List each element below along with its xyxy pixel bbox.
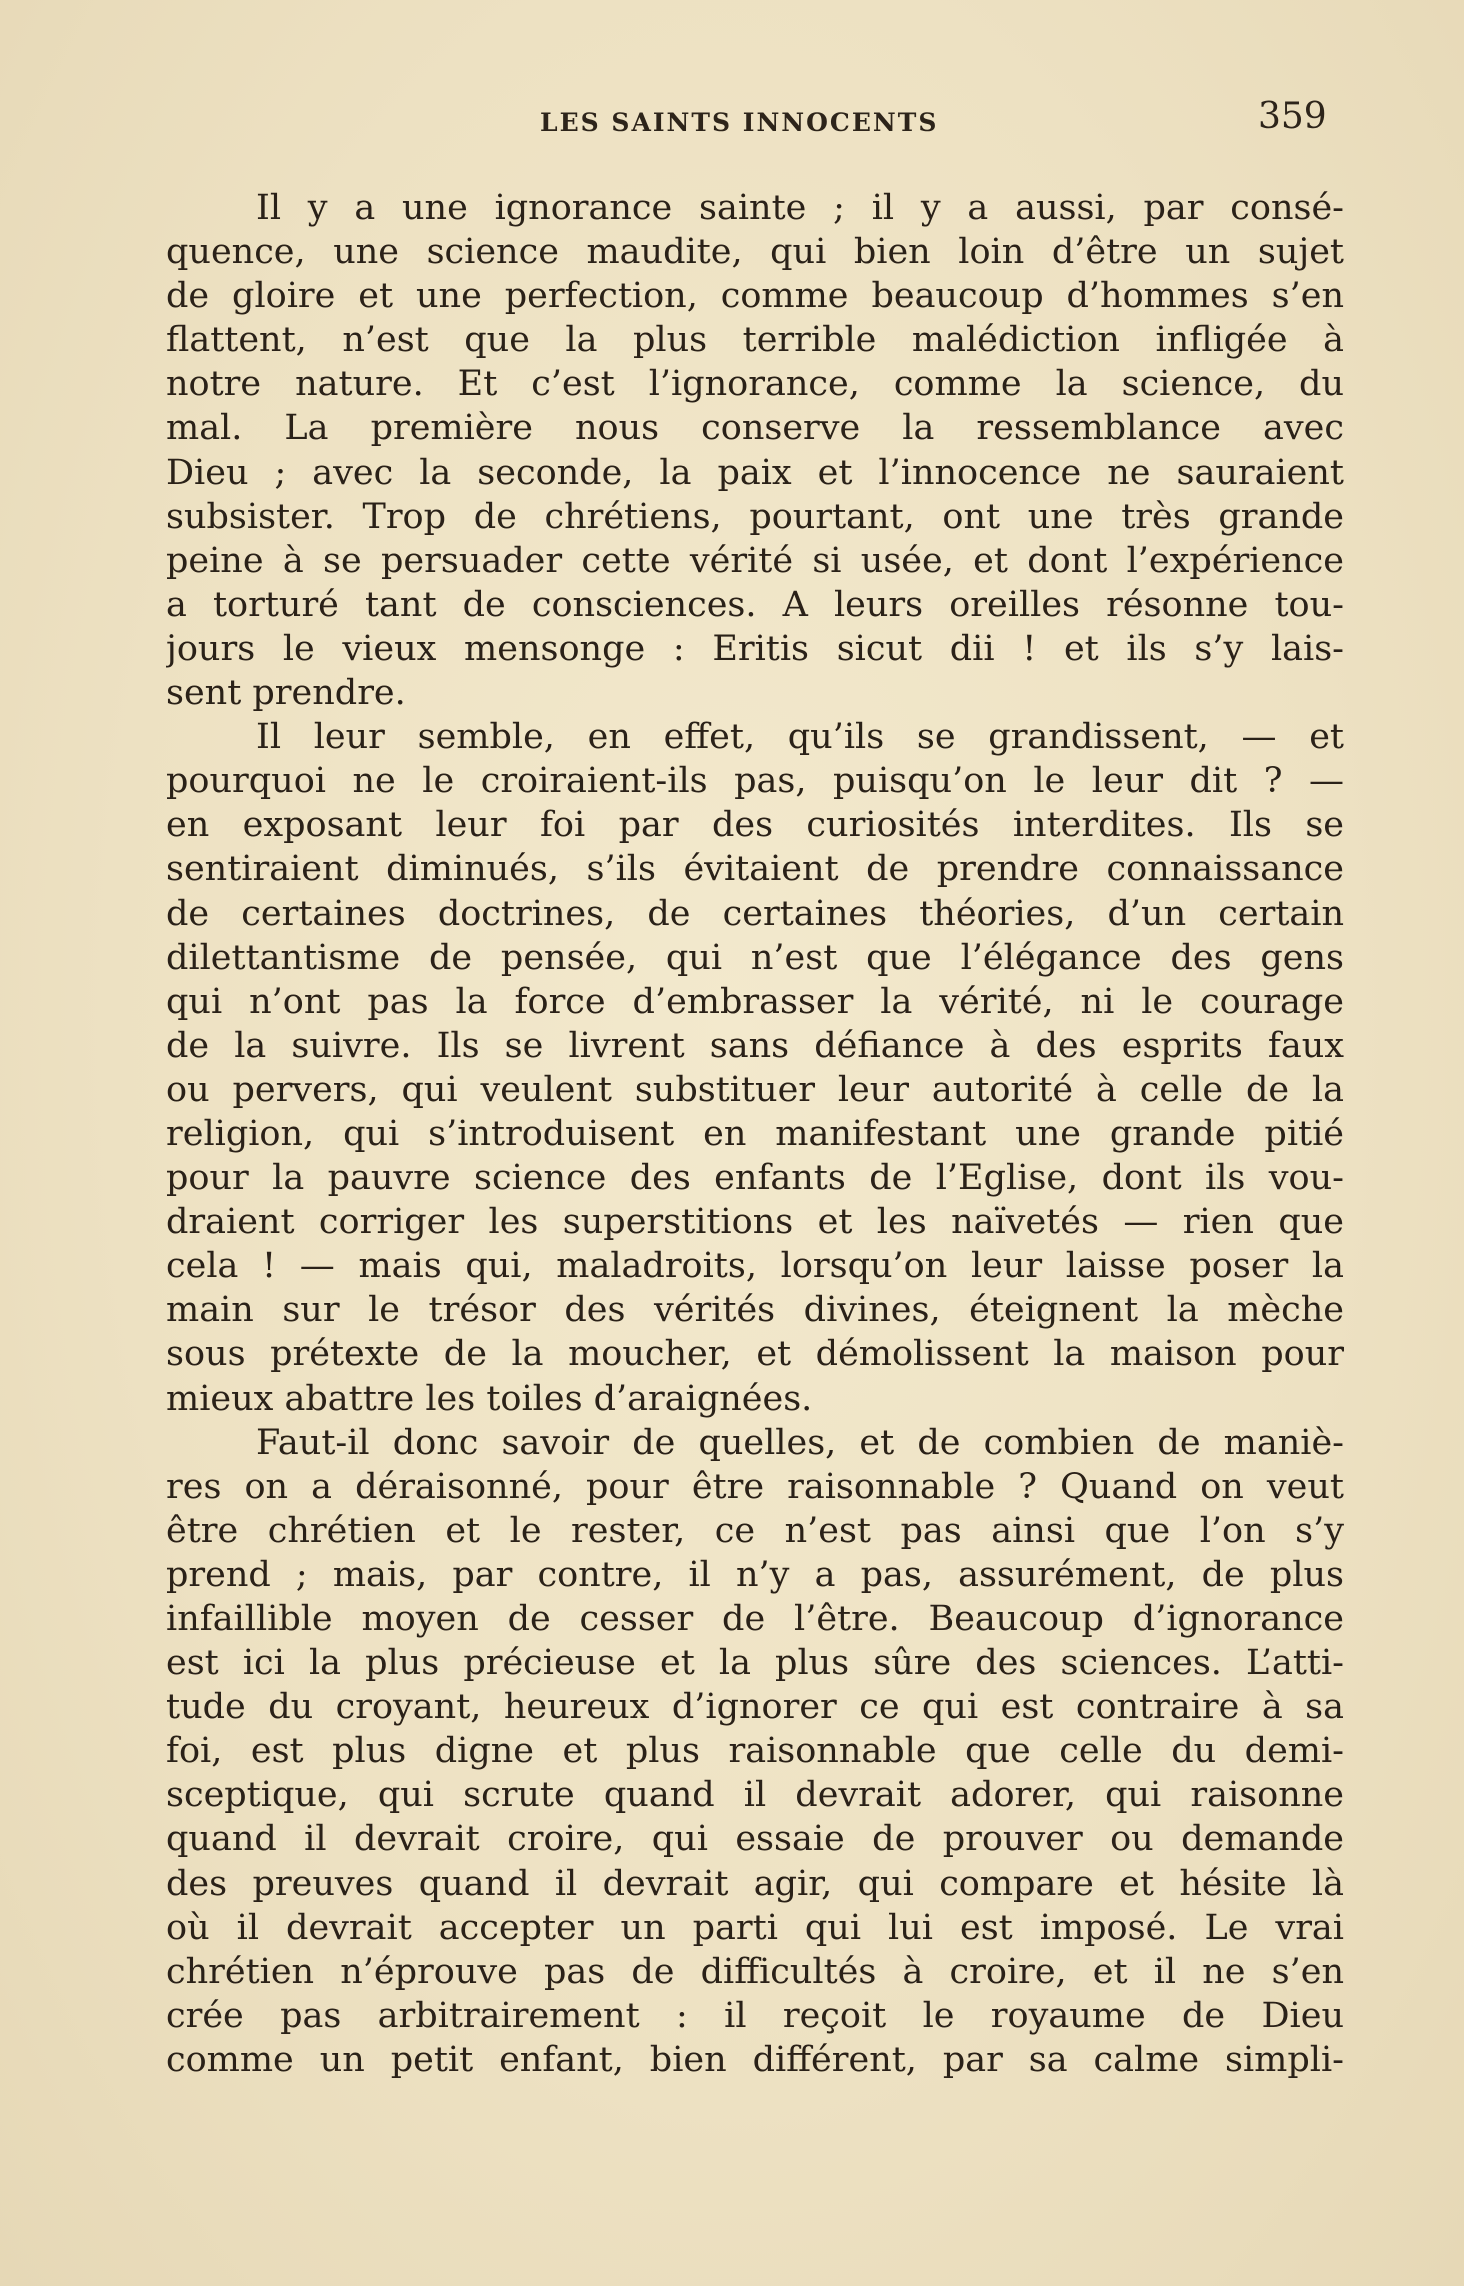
text-line: jours le vieux mensonge : Eritis sicut dii ! et ils s’y lais-: [166, 628, 1344, 669]
text-line: où il devrait accepter un parti qui lui est imposé. Le vrai: [166, 1907, 1344, 1948]
text-line: subsister. Trop de chrétiens, pourtant, ont une très grande: [166, 496, 1344, 537]
text-line: de certaines doctrines, de certaines théories, d’un certain: [166, 893, 1344, 934]
text-line: en exposant leur foi par des curiosités interdites. Ils se: [166, 805, 1344, 846]
text-line: chrétien n’éprouve pas de difficultés à croire, et il ne s’en: [166, 1951, 1344, 1992]
text-line: crée pas arbitrairement : il reçoit le royaume de Dieu: [166, 1995, 1344, 2036]
text-line: quand il devrait croire, qui essaie de prouver ou demande: [166, 1819, 1344, 1860]
running-title: LES SAINTS INNOCENTS: [540, 108, 939, 137]
text-line: est ici la plus précieuse et la plus sûre des sciences. L’atti-: [166, 1643, 1344, 1684]
text-line: mieux abattre les toiles d’araignées.: [166, 1378, 813, 1419]
text-line: de la suivre. Ils se livrent sans défiance à des esprits faux: [166, 1025, 1344, 1066]
text-line: Faut-il donc savoir de quelles, et de combien de maniè-: [256, 1422, 1344, 1463]
text-line: pour la pauvre science des enfants de l’Eglise, dont ils vou-: [166, 1158, 1344, 1199]
text-line: foi, est plus digne et plus raisonnable que celle du demi-: [166, 1731, 1344, 1772]
text-line: ou pervers, qui veulent substituer leur autorité à celle de la: [166, 1069, 1344, 1110]
text-line: tude du croyant, heureux d’ignorer ce qui est contraire à sa: [166, 1687, 1344, 1728]
text-line: Il y a une ignorance sainte ; il y a aussi, par consé-: [256, 188, 1344, 228]
text-line: de gloire et une perfection, comme beaucoup d’hommes s’en: [166, 276, 1344, 317]
text-line: sceptique, qui scrute quand il devrait adorer, qui raisonne: [166, 1775, 1344, 1816]
text-line: prend ; mais, par contre, il n’y a pas, assurément, de plus: [166, 1554, 1344, 1595]
text-line: sent prendre.: [166, 673, 406, 714]
text-line: pourquoi ne le croiraient-ils pas, puisqu’on le leur dit ? —: [166, 761, 1344, 802]
text-line: mal. La première nous conserve la ressemblance avec: [166, 408, 1344, 449]
text-line: a torturé tant de consciences. A leurs oreilles résonne tou-: [166, 584, 1344, 625]
page-number: 359: [1258, 96, 1327, 137]
text-line: infaillible moyen de cesser de l’être. Beaucoup d’ignorance: [166, 1599, 1344, 1639]
text-line: notre nature. Et c’est l’ignorance, comme la science, du: [166, 364, 1344, 405]
text-line: cela ! — mais qui, maladroits, lorsqu’on leur laisse poser la: [166, 1246, 1344, 1287]
text-line: dilettantisme de pensée, qui n’est que l’élégance des gens: [166, 937, 1344, 978]
text-line: quence, une science maudite, qui bien loin d’être un sujet: [166, 232, 1344, 273]
text-line: des preuves quand il devrait agir, qui compare et hésite là: [166, 1863, 1344, 1904]
text-line: res on a déraisonné, pour être raisonnable ? Quand on veut: [166, 1466, 1344, 1507]
text-line: être chrétien et le rester, ce n’est pas ainsi que l’on s’y: [166, 1510, 1344, 1551]
text-line: flattent, n’est que la plus terrible malédiction infligée à: [166, 320, 1344, 361]
text-line: peine à se persuader cette vérité si usée, et dont l’expérience: [166, 540, 1344, 581]
text-line: qui n’ont pas la force d’embrasser la vérité, ni le courage: [166, 981, 1344, 1022]
text-line: sous prétexte de la moucher, et démolissent la maison pour: [166, 1334, 1344, 1375]
text-line: Dieu ; avec la seconde, la paix et l’innocence ne sauraient: [166, 452, 1344, 493]
text-line: sentiraient diminués, s’ils évitaient de prendre connaissance: [166, 849, 1344, 890]
body-text: [166, 186, 1344, 2082]
text-line: main sur le trésor des vérités divines, éteignent la mèche: [166, 1290, 1344, 1331]
text-line: draient corriger les superstitions et les naïvetés — rien que: [166, 1202, 1344, 1243]
text-line: comme un petit enfant, bien différent, par sa calme simpli-: [166, 2039, 1344, 2080]
text-line: Il leur semble, en effet, qu’ils se grandissent, — et: [256, 717, 1344, 758]
text-line: religion, qui s’introduisent en manifestant une grande pitié: [166, 1113, 1344, 1154]
